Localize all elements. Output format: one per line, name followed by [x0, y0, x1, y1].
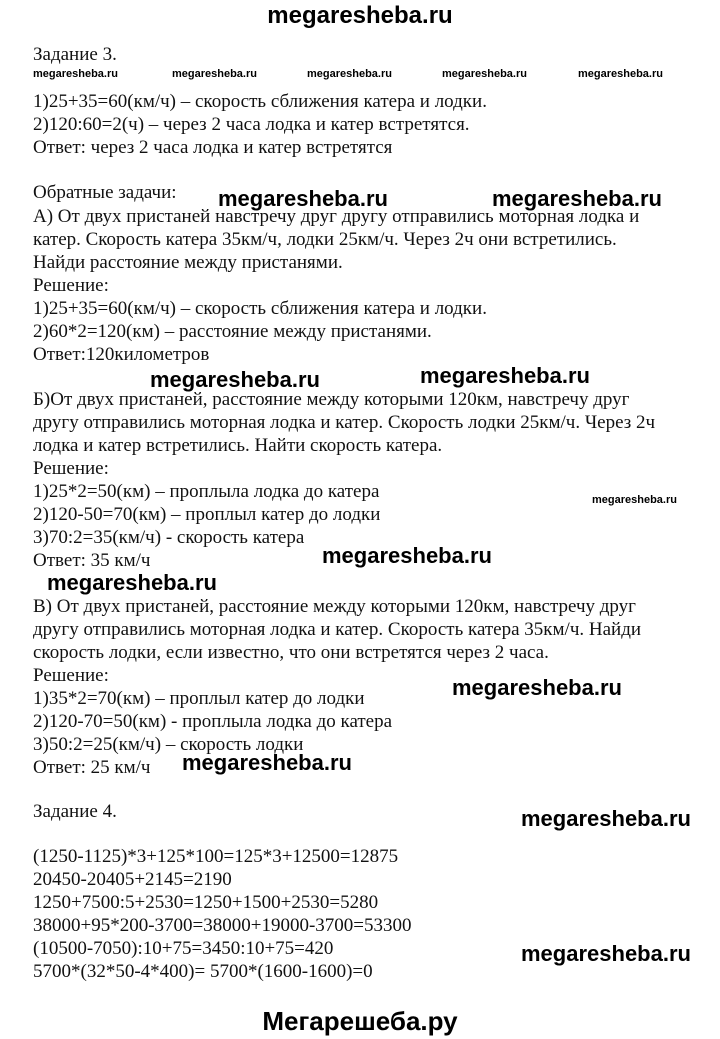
- task-a-answer: Ответ:120километров: [33, 344, 210, 365]
- watermark: megaresheba.ru: [322, 543, 492, 568]
- task-a-solution-label: Решение:: [33, 275, 109, 296]
- task-b-solution-label: Решение:: [33, 458, 109, 479]
- task3-line: 1)25+35=60(км/ч) – скорость сближения катера и лодки.: [33, 91, 487, 112]
- task3-answer: Ответ: через 2 часа лодка и катер встретятся: [33, 137, 393, 158]
- task3-title: Задание 3.: [33, 44, 117, 65]
- task-b-step: 1)25*2=50(км) – проплыла лодка до катера: [33, 481, 380, 502]
- watermark: megaresheba.ru: [420, 363, 590, 388]
- task4-line: 5700*(32*50-4*400)= 5700*(1600-1600)=0: [33, 961, 373, 982]
- task-a-text: А) От двух пристаней навстречу друг другу отправились моторная лодка и: [33, 206, 640, 227]
- task-v-text: другу отправились моторная лодка и катер. Скорость катера 35км/ч. Найди: [33, 619, 642, 640]
- task-b-text: Б)От двух пристаней, расстояние между которыми 120км, навстречу друг: [33, 389, 630, 410]
- watermark-small: megaresheba.ru: [592, 494, 677, 506]
- watermark: megaresheba.ru: [492, 186, 662, 211]
- watermark: megaresheba.ru: [452, 675, 622, 700]
- site-footer: Мегарешеба.ру: [262, 1006, 458, 1036]
- task-v-solution-label: Решение:: [33, 665, 109, 686]
- task-v-step: 1)35*2=70(км) – проплыл катер до лодки: [33, 688, 365, 709]
- task-v-step: 2)120-70=50(км) - проплыла лодка до катера: [33, 711, 393, 732]
- watermark: megaresheba.ru: [150, 367, 320, 392]
- task-v-text: В) От двух пристаней, расстояние между которыми 120км, навстречу друг: [33, 596, 636, 617]
- task-b-step: 3)70:2=35(км/ч) - скорость катера: [33, 527, 305, 548]
- watermark: megaresheba.ru: [182, 750, 352, 775]
- task-v-answer: Ответ: 25 км/ч: [33, 757, 151, 778]
- task4-line: 1250+7500:5+2530=1250+1500+2530=5280: [33, 892, 379, 913]
- task-a-step: 2)60*2=120(км) – расстояние между пристанями.: [33, 321, 432, 342]
- watermark-small: megaresheba.ru: [33, 68, 118, 80]
- watermark: megaresheba.ru: [521, 806, 691, 831]
- task-a-text: Найди расстояние между пристанями.: [33, 252, 343, 273]
- task-a-step: 1)25+35=60(км/ч) – скорость сближения катера и лодки.: [33, 298, 487, 319]
- task-a-text: катер. Скорость катера 35км/ч, лодки 25км/ч. Через 2ч они встретились.: [33, 229, 617, 250]
- watermark-small: megaresheba.ru: [172, 68, 257, 80]
- site-header: megaresheba.ru: [267, 2, 453, 29]
- watermark: megaresheba.ru: [47, 570, 217, 595]
- task-b-text: лодка и катер встретились. Найти скорость катера.: [33, 435, 443, 456]
- inverse-title: Обратные задачи:: [33, 182, 177, 203]
- task4-line: (1250-1125)*3+125*100=125*3+12500=12875: [33, 846, 399, 867]
- task4-line: (10500-7050):10+75=3450:10+75=420: [33, 938, 334, 959]
- watermark: megaresheba.ru: [218, 186, 388, 211]
- task4-line: 20450-20405+2145=2190: [33, 869, 232, 890]
- watermark-small: megaresheba.ru: [578, 68, 663, 80]
- task-v-text: скорость лодки, если известно, что они встретятся через 2 часа.: [33, 642, 549, 663]
- task4-title: Задание 4.: [33, 801, 117, 822]
- watermark-small: megaresheba.ru: [442, 68, 527, 80]
- task4-line: 38000+95*200-3700=38000+19000-3700=53300: [33, 915, 412, 936]
- task-b-text: другу отправились моторная лодка и катер. Скорость лодки 25км/ч. Через 2ч: [33, 412, 656, 433]
- task3-line: 2)120:60=2(ч) – через 2 часа лодка и катер встретятся.: [33, 114, 470, 135]
- task-b-step: 2)120-50=70(км) – проплыл катер до лодки: [33, 504, 381, 525]
- watermark: megaresheba.ru: [521, 941, 691, 966]
- watermark-small: megaresheba.ru: [307, 68, 392, 80]
- task-b-answer: Ответ: 35 км/ч: [33, 550, 151, 571]
- task-v-step: 3)50:2=25(км/ч) – скорость лодки: [33, 734, 304, 755]
